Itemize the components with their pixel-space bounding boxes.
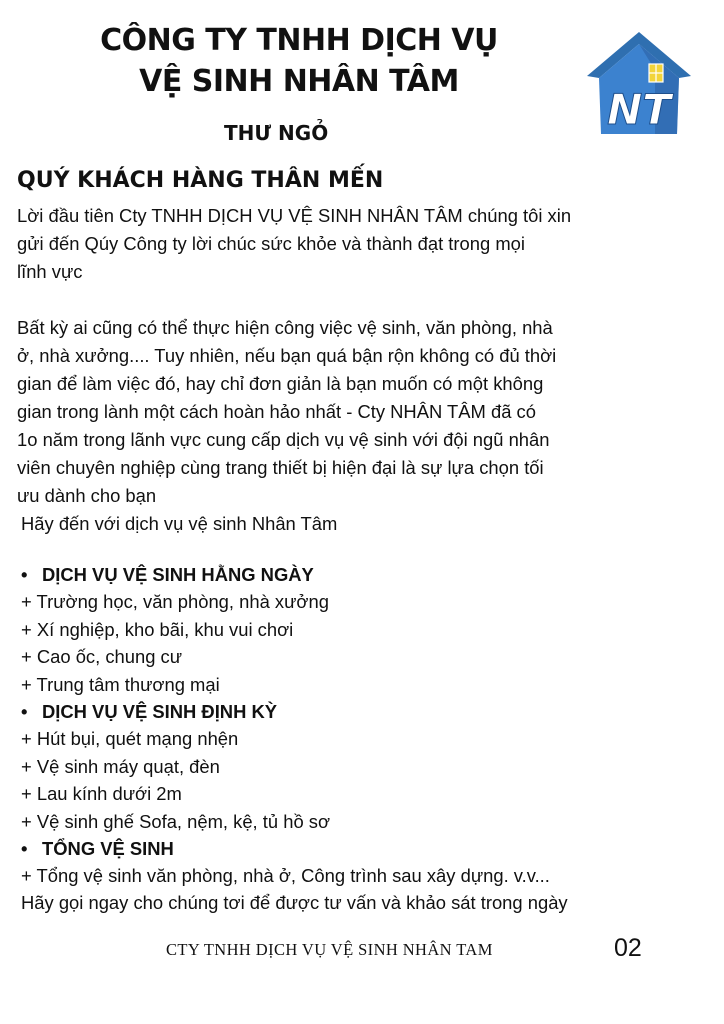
house-logo-icon — [585, 30, 693, 138]
service-heading-general — [21, 835, 550, 862]
logo-letters: NT — [607, 85, 671, 134]
intro-paragraph — [17, 202, 571, 286]
body-line: 1o năm trong lãnh vực cung cấp dịch vụ vệ sinh với đội ngũ nhân — [17, 429, 550, 450]
closing-line: Hãy gọi ngay cho chúng tơi để được tư vấn và khảo sát trong ngày — [21, 892, 568, 913]
body-paragraph — [17, 314, 556, 510]
service-item: + Xí nghiệp, kho bãi, khu vui chơi — [21, 618, 294, 640]
service-heading-label: DỊCH VỤ VỆ SINH ĐỊNH KỲ — [42, 701, 278, 723]
intro-line: lĩnh vực — [17, 261, 83, 282]
service-heading-daily — [21, 561, 550, 588]
service-heading-periodic — [21, 698, 550, 725]
page-number: 02 — [614, 934, 642, 962]
body-line: gian trong lành một cách hoàn hảo nhất - Cty NHÂN TÂM đã có — [17, 401, 536, 422]
body-line: ở, nhà xưởng.... Tuy nhiên, nếu bạn quá bận rộn không có đủ thời — [17, 345, 557, 366]
bullet-icon: • — [21, 701, 28, 723]
body-line: gian để làm việc đó, hay chỉ đơn giản là bạn muốn có một không — [17, 373, 544, 394]
service-item: + Vệ sinh máy quạt, đèn — [21, 755, 220, 777]
services-list — [21, 561, 550, 890]
body-line: Bất kỳ ai cũng có thể thực hiện công việc vệ sinh, văn phòng, nhà — [17, 317, 553, 338]
body-line: viên chuyên nghiệp cùng trang thiết bị hiện đại là sự lựa chọn tối — [17, 457, 544, 478]
bullet-icon: • — [21, 564, 28, 585]
service-item: + Lau kính dưới 2m — [21, 783, 182, 805]
intro-line: Lời đầu tiên Cty TNHH DỊCH VỤ VỆ SINH NHÂN TÂM chúng tôi xin — [17, 205, 572, 226]
invite-line: Hãy đến với dịch vụ vệ sinh Nhân Tâm — [21, 513, 338, 534]
bullet-icon: • — [21, 838, 28, 860]
company-name-line1: CÔNG TY TNHH DỊCH VỤ — [100, 23, 498, 58]
service-item: + Cao ốc, chung cư — [21, 646, 183, 668]
service-item: + Vệ sinh ghế Sofa, nệm, kệ, tủ hồ sơ — [21, 810, 331, 832]
greeting: QUÝ KHÁCH HÀNG THÂN MẾN — [17, 168, 384, 193]
company-name — [60, 20, 538, 102]
body-line: ưu dành cho bạn — [17, 485, 157, 506]
service-heading-label: TỔNG VỆ SINH — [42, 838, 174, 860]
intro-line: gửi đến Qúy Công ty lời chúc sức khỏe và thành đạt trong mọi — [17, 233, 525, 254]
service-heading-label: DỊCH VỤ VỆ SINH HẰNG NGÀY — [42, 564, 314, 585]
company-name-line2: VỆ SINH NHÂN TÂM — [139, 64, 459, 99]
letter-title: THƯ NGỎ — [224, 121, 329, 145]
service-item: + Hút bụi, quét mạng nhện — [21, 728, 239, 750]
service-item: + Trường học, văn phòng, nhà xưởng — [21, 591, 329, 613]
service-item: + Trung tâm thương mại — [21, 673, 220, 695]
service-item: + Tổng vệ sinh văn phòng, nhà ở, Công trình sau xây dựng. v.v... — [21, 865, 550, 887]
footer-company-name: CTY TNHH DỊCH VỤ VỆ SINH NHÂN TAM — [166, 940, 493, 959]
